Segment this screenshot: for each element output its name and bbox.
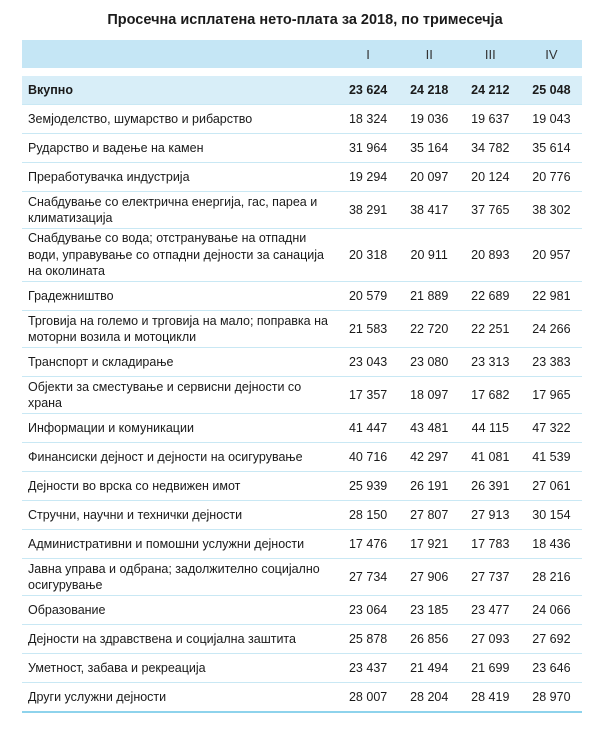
cell-value: 26 191 bbox=[399, 472, 460, 501]
row-label: Образование bbox=[22, 596, 338, 625]
cell-value: 31 964 bbox=[338, 134, 399, 163]
table-row bbox=[22, 377, 582, 414]
cell-value: 23 080 bbox=[399, 348, 460, 377]
cell-value: 27 906 bbox=[399, 559, 460, 596]
cell-value: 27 734 bbox=[338, 559, 399, 596]
cell-value: 35 614 bbox=[521, 134, 582, 163]
cell-value: 18 436 bbox=[521, 530, 582, 559]
cell-value: 24 066 bbox=[521, 596, 582, 625]
row-label: Дејности на здравствена и социјална заштита bbox=[22, 625, 338, 654]
cell-value: 28 216 bbox=[521, 559, 582, 596]
table-row bbox=[22, 134, 582, 163]
cell-value: 40 716 bbox=[338, 443, 399, 472]
row-label: Транспорт и складирање bbox=[22, 348, 338, 377]
table-row bbox=[22, 229, 582, 282]
table-row bbox=[22, 472, 582, 501]
cell-value: 38 417 bbox=[399, 192, 460, 229]
cell-value: 17 682 bbox=[460, 377, 521, 414]
cell-value: 28 007 bbox=[338, 683, 399, 713]
cell-value: 43 481 bbox=[399, 414, 460, 443]
cell-value: 20 893 bbox=[460, 229, 521, 282]
cell-value: 25 878 bbox=[338, 625, 399, 654]
cell-value: 27 737 bbox=[460, 559, 521, 596]
cell-value: 34 782 bbox=[460, 134, 521, 163]
table-title: Просечна исплатена нето-плата за 2018, по тримесечја bbox=[107, 12, 503, 28]
column-header: I bbox=[338, 40, 399, 68]
cell-value: 27 692 bbox=[521, 625, 582, 654]
table-row bbox=[22, 559, 582, 596]
row-label: Снабдување со електрична енергија, гас, пареа и климатизација bbox=[22, 192, 338, 229]
cell-value: 30 154 bbox=[521, 501, 582, 530]
table-row bbox=[22, 683, 582, 713]
column-header: IV bbox=[521, 40, 582, 68]
table-row bbox=[22, 596, 582, 625]
cell-value: 38 302 bbox=[521, 192, 582, 229]
table-row bbox=[22, 530, 582, 559]
cell-value: 19 043 bbox=[521, 105, 582, 134]
cell-value: 28 150 bbox=[338, 501, 399, 530]
row-label: Административни и помошни услужни дејности bbox=[22, 530, 338, 559]
row-label: Уметност, забава и рекреација bbox=[22, 654, 338, 683]
cell-value: 23 477 bbox=[460, 596, 521, 625]
cell-value: 23 043 bbox=[338, 348, 399, 377]
cell-value: 37 765 bbox=[460, 192, 521, 229]
cell-value: 20 318 bbox=[338, 229, 399, 282]
cell-value: 27 061 bbox=[521, 472, 582, 501]
cell-value: 23 624 bbox=[338, 76, 399, 105]
cell-value: 27 913 bbox=[460, 501, 521, 530]
row-label: Снабдување со вода; отстранување на отпадни води, управување со отпадни дејности за санација на околината bbox=[22, 229, 338, 282]
cell-value: 20 097 bbox=[399, 163, 460, 192]
table-row bbox=[22, 192, 582, 229]
cell-value: 17 476 bbox=[338, 530, 399, 559]
table-row bbox=[22, 443, 582, 472]
cell-value: 21 699 bbox=[460, 654, 521, 683]
spacer-row bbox=[22, 68, 582, 76]
cell-value: 24 218 bbox=[399, 76, 460, 105]
table-row bbox=[22, 348, 582, 377]
row-label: Вкупно bbox=[22, 76, 338, 105]
table-row bbox=[22, 501, 582, 530]
table-row bbox=[22, 163, 582, 192]
cell-value: 27 807 bbox=[399, 501, 460, 530]
cell-value: 24 212 bbox=[460, 76, 521, 105]
cell-value: 17 357 bbox=[338, 377, 399, 414]
cell-value: 17 965 bbox=[521, 377, 582, 414]
cell-value: 22 251 bbox=[460, 311, 521, 348]
table-row bbox=[22, 311, 582, 348]
cell-value: 20 579 bbox=[338, 282, 399, 311]
row-label: Трговија на големо и трговија на мало; поправка на моторни возила и мотоцикли bbox=[22, 311, 338, 348]
cell-value: 24 266 bbox=[521, 311, 582, 348]
header-blank bbox=[22, 40, 338, 68]
table-row bbox=[22, 625, 582, 654]
cell-value: 23 185 bbox=[399, 596, 460, 625]
cell-value: 17 783 bbox=[460, 530, 521, 559]
cell-value: 20 957 bbox=[521, 229, 582, 282]
row-label: Рударство и вадење на камен bbox=[22, 134, 338, 163]
cell-value: 18 097 bbox=[399, 377, 460, 414]
row-label: Дејности во врска со недвижен имот bbox=[22, 472, 338, 501]
table-row bbox=[22, 282, 582, 311]
salary-table bbox=[22, 40, 582, 713]
cell-value: 44 115 bbox=[460, 414, 521, 443]
cell-value: 22 981 bbox=[521, 282, 582, 311]
cell-value: 17 921 bbox=[399, 530, 460, 559]
cell-value: 28 970 bbox=[521, 683, 582, 713]
cell-value: 20 776 bbox=[521, 163, 582, 192]
cell-value: 22 720 bbox=[399, 311, 460, 348]
cell-value: 47 322 bbox=[521, 414, 582, 443]
cell-value: 25 048 bbox=[521, 76, 582, 105]
row-label: Земјоделство, шумарство и рибарство bbox=[22, 105, 338, 134]
row-label: Стручни, научни и технички дејности bbox=[22, 501, 338, 530]
cell-value: 23 646 bbox=[521, 654, 582, 683]
cell-value: 42 297 bbox=[399, 443, 460, 472]
cell-value: 28 419 bbox=[460, 683, 521, 713]
row-label: Информации и комуникации bbox=[22, 414, 338, 443]
cell-value: 21 583 bbox=[338, 311, 399, 348]
row-label: Јавна управа и одбрана; задолжително социјално осигурување bbox=[22, 559, 338, 596]
cell-value: 21 494 bbox=[399, 654, 460, 683]
cell-value: 23 064 bbox=[338, 596, 399, 625]
cell-value: 23 383 bbox=[521, 348, 582, 377]
column-header: III bbox=[460, 40, 521, 68]
cell-value: 21 889 bbox=[399, 282, 460, 311]
table-row bbox=[22, 414, 582, 443]
cell-value: 27 093 bbox=[460, 625, 521, 654]
column-header: II bbox=[399, 40, 460, 68]
cell-value: 23 437 bbox=[338, 654, 399, 683]
cell-value: 26 856 bbox=[399, 625, 460, 654]
cell-value: 22 689 bbox=[460, 282, 521, 311]
row-label: Преработувачка индустрија bbox=[22, 163, 338, 192]
table-row bbox=[22, 105, 582, 134]
cell-value: 19 294 bbox=[338, 163, 399, 192]
cell-value: 19 637 bbox=[460, 105, 521, 134]
cell-value: 41 539 bbox=[521, 443, 582, 472]
cell-value: 26 391 bbox=[460, 472, 521, 501]
header-row bbox=[22, 40, 582, 68]
cell-value: 41 447 bbox=[338, 414, 399, 443]
row-label: Други услужни дејности bbox=[22, 683, 338, 713]
cell-value: 38 291 bbox=[338, 192, 399, 229]
cell-value: 28 204 bbox=[399, 683, 460, 713]
cell-value: 20 911 bbox=[399, 229, 460, 282]
cell-value: 35 164 bbox=[399, 134, 460, 163]
cell-value: 19 036 bbox=[399, 105, 460, 134]
cell-value: 20 124 bbox=[460, 163, 521, 192]
cell-value: 18 324 bbox=[338, 105, 399, 134]
row-label: Финансиски дејност и дејности на осигурување bbox=[22, 443, 338, 472]
cell-value: 25 939 bbox=[338, 472, 399, 501]
table-row bbox=[22, 654, 582, 683]
row-label: Градежништво bbox=[22, 282, 338, 311]
cell-value: 41 081 bbox=[460, 443, 521, 472]
total-row bbox=[22, 76, 582, 105]
cell-value: 23 313 bbox=[460, 348, 521, 377]
row-label: Објекти за сместување и сервисни дејности со храна bbox=[22, 377, 338, 414]
